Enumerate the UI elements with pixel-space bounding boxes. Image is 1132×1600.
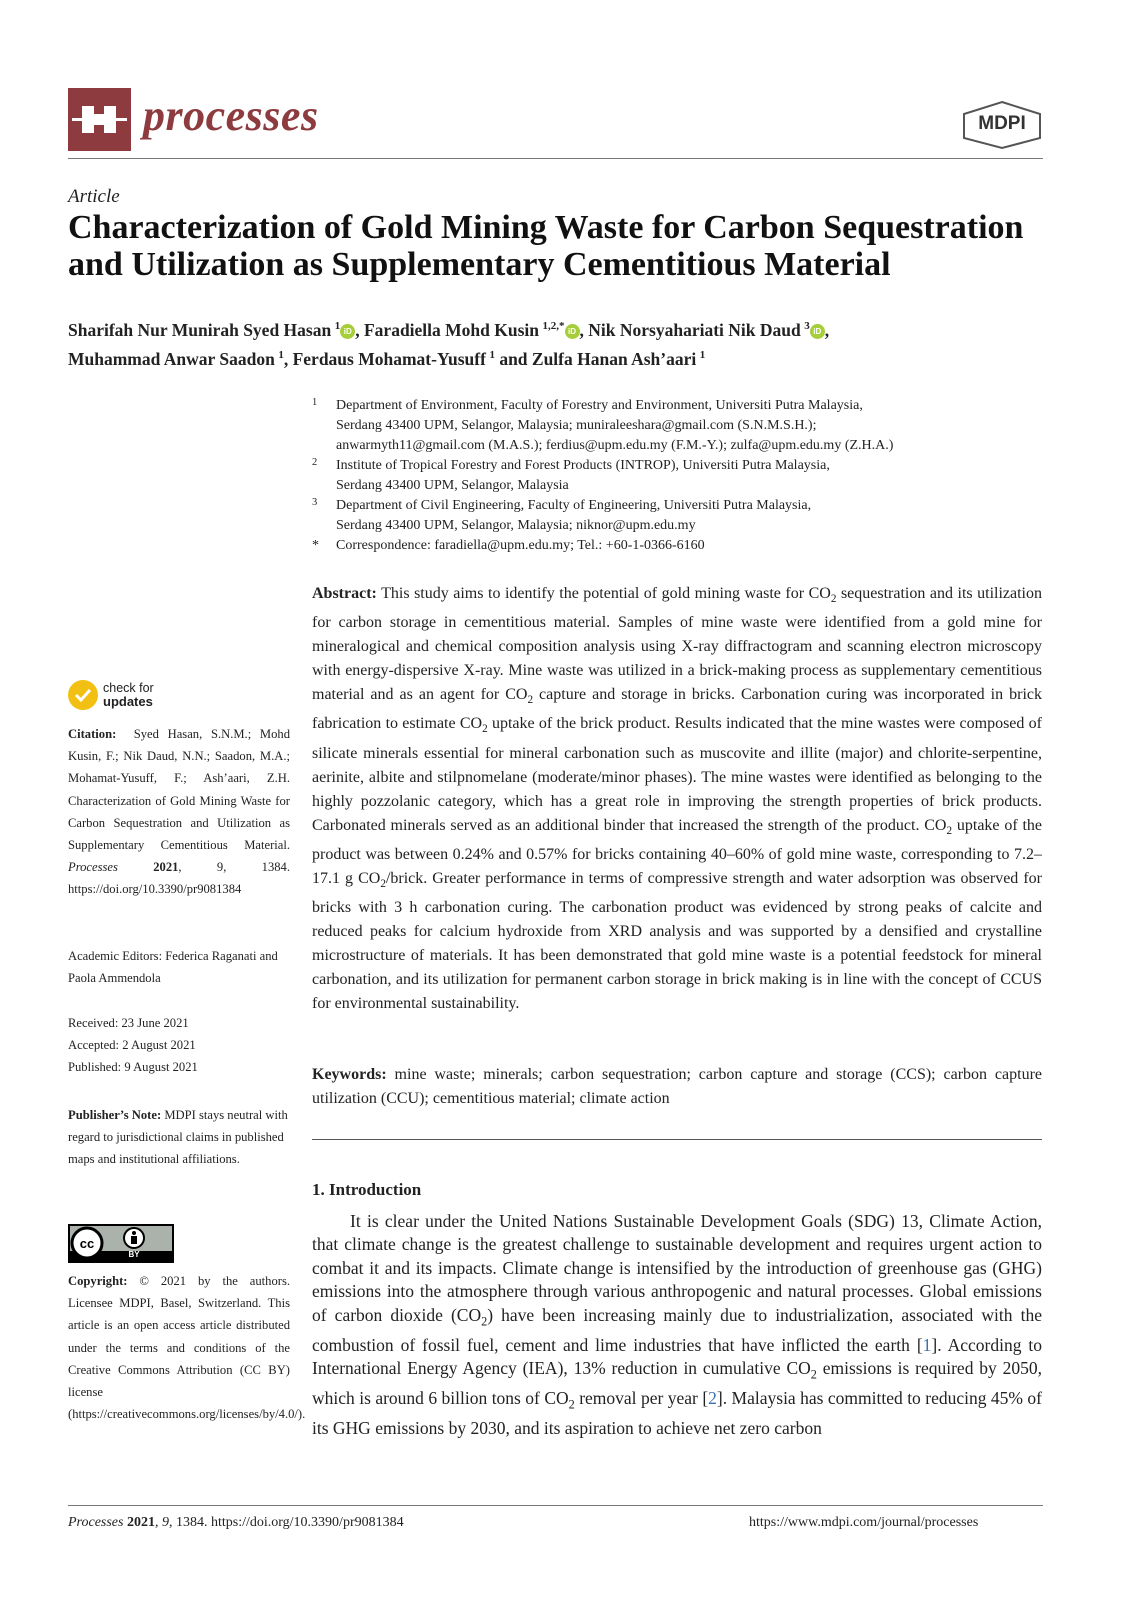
svg-text:cc: cc	[79, 1236, 95, 1251]
abstract-text: /brick. Greater performance in terms of compressive strength and water adsorption was observed for bricks with 3 h carbonation curing. The carbonation product was evidenced by strong peaks of calcite and reduced peaks for calcium hydroxide from XRD analysis and was supported by a densified and crystalline microstructure of materials. It has been demonstrated that gold mine waste is a potential feedstock for mineral carbonation, and its utilization for permanent carbon storage in brick making is in line with the concept of CCUS for environmental sustainability.	[312, 869, 1042, 1012]
author-name[interactable]: Ferdaus Mohamat-Yusuff	[292, 348, 486, 369]
keywords	[312, 1063, 1042, 1111]
citation-label: Citation:	[68, 727, 117, 741]
body-text: removal per year [	[574, 1387, 709, 1408]
dates-block	[68, 1012, 290, 1079]
abstract-text: This study aims to identify the potential of gold mining waste for CO	[381, 585, 831, 602]
author-affiliation-mark: 1,2,*	[542, 320, 565, 332]
footer-doi[interactable]: , 1384. https://doi.org/10.3390/pr9081384	[168, 1515, 404, 1530]
affiliation-item	[312, 456, 1047, 496]
publisher-note	[68, 1104, 290, 1171]
author-affiliation-mark: 1	[699, 348, 706, 361]
body-text: ) have been increasing mainly due to industrialization, associated with the combustion of fossil fuel, cement and lime industries that have inflicted the earth [	[312, 1304, 1042, 1355]
citation-text: Syed Hasan, S.N.M.; Mohd Kusin, F.; Nik Daud, N.N.; Saadon, M.A.; Mohamat-Yusuff, F.; Ash’aari, Z.H. Characterization of Gold Mining Waste for Carbon Sequestration and Utilization as Supplementary Cementitious Material.	[68, 727, 290, 853]
abstract-text: uptake of the brick product. Results indicated that the mine wastes were composed of silicate minerals essential for mineral carbonation such as muscovite and illite (major) and chlorite-serpentine, aerinite, albite and stilpnomelane (moderate/minor phases). The mine wastes were identified as belonging to the highly pozzolanic category, which has a great role in improving the strength properties of brick products. Carbonated minerals served as an additional binder that increased the strength of the product. CO	[312, 715, 1043, 834]
abstract-label: Abstract:	[312, 585, 377, 602]
processes-logo-icon	[68, 88, 131, 151]
subscript: 2	[568, 1397, 575, 1412]
affiliation-number: 2	[312, 457, 318, 468]
footer-citation: Processes 2021, 9, 1384. https://doi.org/10.3390/pr9081384	[68, 1515, 404, 1530]
subscript: 2	[380, 877, 386, 890]
abstract	[312, 582, 1042, 1016]
accepted-date: Accepted: 2 August 2021	[68, 1038, 196, 1053]
check-for-updates-line1: check for	[103, 681, 154, 695]
author-name[interactable]: Faradiella Mohd Kusin	[363, 319, 540, 340]
affiliation-item	[312, 396, 1047, 456]
introduction-paragraph	[312, 1210, 1042, 1440]
published-date: Published: 9 August 2021	[68, 1060, 198, 1075]
author-name[interactable]: Muhammad Anwar Saadon	[68, 348, 275, 369]
subscript: 2	[481, 1314, 488, 1329]
body-text: ]. Malaysia has committed to reducing 45% of its GHG emissions by 2030, and its aspiration to achieve net zero carbon	[312, 1387, 1043, 1438]
author-name[interactable]: Sharifah Nur Munirah Syed Hasan	[68, 319, 332, 340]
keywords-label: Keywords:	[312, 1066, 387, 1083]
body-text: It is clear under the United Nations Sustainable Development Goals (SDG) 13, Climate Action, that climate change is the greatest challenge to sustainable development and requires urgent action to combat it and its impacts. Climate change is intensified by the introduction of greenhouse gas (GHG) emissions into the atmosphere through various anthropogenic and natural processes. Global emissions of carbon dioxide (CO	[312, 1211, 1042, 1325]
check-for-updates-label	[103, 681, 154, 709]
subscript: 2	[527, 694, 534, 707]
subscript: 2	[830, 593, 837, 606]
introduction-body	[312, 1210, 1042, 1440]
check-for-updates-icon	[68, 680, 98, 710]
check-for-updates-line2: updates	[103, 694, 153, 709]
affiliation-line: Institute of Tropical Forestry and Forest Products (INTROP), Universiti Putra Malaysia,	[336, 458, 830, 473]
citation-block	[68, 723, 290, 901]
correspondence-line: Correspondence: faradiella@upm.edu.my; Tel.: +60-1-0366-6160	[336, 538, 705, 553]
orcid-icon[interactable]: iD	[810, 324, 825, 339]
affiliation-line: anwarmyth11@gmail.com (M.A.S.); ferdius@upm.edu.my (F.M.-Y.); zulfa@upm.edu.my (Z.H.A.)	[336, 438, 894, 453]
correspondence-mark: *	[312, 538, 319, 553]
header-divider	[68, 158, 1043, 159]
affiliation-item	[312, 536, 1047, 556]
affiliation-line: Serdang 43400 UPM, Selangor, Malaysia; niknor@upm.edu.my	[336, 518, 696, 533]
check-for-updates-button[interactable]	[68, 680, 208, 714]
footer-journal: Processes	[68, 1515, 124, 1530]
author-name[interactable]: Zulfa Hanan Ash’aari	[531, 348, 697, 369]
subscript: 2	[482, 723, 488, 736]
body-text: ]. According to International Energy Agency (IEA), 13% reduction in cumulative CO	[312, 1334, 1042, 1378]
affiliation-item	[312, 496, 1047, 536]
cc-by-license-badge[interactable]	[68, 1224, 174, 1263]
affiliation-line: Department of Civil Engineering, Faculty of Engineering, Universiti Putra Malaysia,	[336, 498, 812, 513]
abstract-text: uptake of the product was between 0.24% and 0.57% for bricks containing 40–60% of gold mine waste, corresponding to 7.2–17.1 g CO	[312, 816, 1043, 887]
section-heading: 1. Introduction	[312, 1180, 422, 1199]
copyright-block	[68, 1270, 306, 1425]
copyright-text: © 2021 by the authors. Licensee MDPI, Basel, Switzerland. This article is an open access article distributed under the terms and conditions of the Creative Commons Attribution (CC BY) license (https://creativecommons.org/licenses/by/4.0/).	[68, 1274, 306, 1422]
affiliations	[312, 396, 1047, 556]
abstract-text: sequestration and its utilization for carbon storage in cementitious material. Samples of mine waste were identified from a gold mine for mineralogical and chemical composition analysis using X-ray diffractogram and scanning electron microscopy with energy-dispersive X-ray. Mine waste was utilized in a brick-making process as supplementary cementitious material and as an agent for CO	[312, 585, 1043, 704]
author-affiliation-mark: 1	[489, 348, 495, 361]
footer-year: 2021	[126, 1515, 155, 1530]
publisher-note-text: MDPI stays neutral with regard to jurisdictional claims in published maps and institutional affiliations.	[68, 1108, 288, 1167]
mdpi-logo-text: MDPI	[978, 113, 1026, 134]
citation-year: 2021	[153, 860, 179, 875]
academic-editors: Academic Editors: Federica Raganati and Paola Ammendola	[68, 949, 278, 986]
citation-doi[interactable]: , 9, 1384. https://doi.org/10.3390/pr9081384	[68, 860, 290, 897]
affiliation-line: Serdang 43400 UPM, Selangor, Malaysia; muniraleeshara@gmail.com (S.N.M.S.H.);	[336, 418, 817, 433]
copyright-label: Copyright:	[68, 1274, 128, 1288]
body-text: emissions is required by 2050, which is around 6 billion tons of CO	[312, 1357, 1042, 1408]
affiliation-number: 3	[312, 497, 318, 508]
received-date: Received: 23 June 2021	[68, 1016, 189, 1030]
cc-badge-text: BY	[128, 1250, 140, 1259]
journal-logo	[68, 88, 131, 151]
keywords-text: mine waste; minerals; carbon sequestration; carbon capture and storage (CCS); carbon capture utilization (CCU); cementitious material; climate action	[312, 1066, 1043, 1107]
orcid-icon[interactable]: iD	[565, 324, 580, 339]
affiliation-line: Serdang 43400 UPM, Selangor, Malaysia	[336, 478, 569, 493]
affiliation-line: Department of Environment, Faculty of Forestry and Environment, Universiti Putra Malaysia,	[336, 398, 863, 413]
author-affiliation-mark: 1	[334, 320, 341, 332]
author-name[interactable]: Nik Norsyahariati Nik Daud	[588, 319, 801, 340]
author-list: Sharifah Nur Munirah Syed Hasan $^1$ iD , Faradiella Mohd Kusin $^{1,2,*}$ iD , Nik Norsyahariati Nik Daud $^3$ iD , Muhammad Anwar Saadon $^1$, Ferdaus Mohamat-Yusuff $^1$ and Zulfa Hanan Ash’aari $^1$	[68, 319, 830, 369]
subscript: 2	[946, 824, 953, 837]
journal-name: processes	[143, 91, 319, 140]
citation-link[interactable]: 2	[708, 1387, 717, 1408]
citation-link[interactable]: 1	[922, 1334, 932, 1355]
publisher-note-label: Publisher’s Note:	[68, 1108, 162, 1122]
article-type: Article	[68, 186, 120, 207]
author-affiliation-mark: 1	[278, 348, 284, 361]
section-divider	[312, 1139, 1042, 1140]
mdpi-logo[interactable]	[960, 100, 1044, 155]
abstract-text: capture and storage in bricks. Carbonation curing was incorporated in brick fabrication to estimate CO	[312, 686, 1042, 733]
creative-commons-icon	[69, 1225, 173, 1262]
affiliation-number: 1	[312, 397, 318, 408]
orcid-icon[interactable]: iD	[340, 324, 355, 339]
article-title: Characterization of Gold Mining Waste for Carbon Sequestration and Utilization as Supplementary Cementitious Material	[68, 209, 1024, 283]
author-affiliation-mark: 3	[804, 320, 810, 332]
footer-divider	[68, 1505, 1043, 1506]
footer-volume: 9	[161, 1515, 169, 1530]
subscript: 2	[810, 1367, 817, 1382]
footer-journal-url[interactable]: https://www.mdpi.com/journal/processes	[749, 1515, 979, 1530]
citation-journal: Processes	[68, 860, 118, 875]
